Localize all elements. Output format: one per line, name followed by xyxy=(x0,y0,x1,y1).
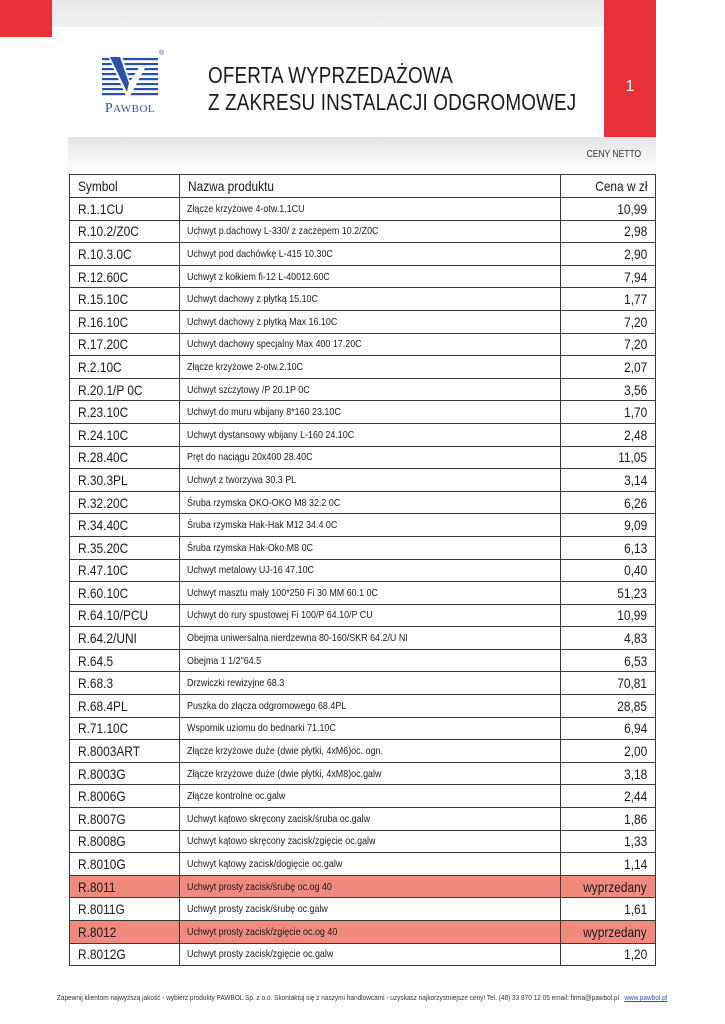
footer-website-link[interactable]: www.pawbol.pl xyxy=(624,993,668,1002)
document-title xyxy=(208,62,576,116)
table-row xyxy=(70,310,656,333)
product-name: Uchwyt p.dachowy L-330/ z zaczepem 10.2/Z0C xyxy=(180,220,561,243)
table-row xyxy=(70,649,656,672)
product-price: wyprzedany xyxy=(560,921,655,944)
product-name: Uchwyt dystansowy wbijany L-160 24.10C xyxy=(180,423,561,446)
product-name: Uchwyt z tworzywa 30.3 PL xyxy=(180,469,561,492)
table-row xyxy=(70,446,656,469)
product-symbol: R.30.3PL xyxy=(70,469,180,492)
product-symbol: R.24.10C xyxy=(70,423,180,446)
product-name: Wspornik uziomu do bednarki 71.10C xyxy=(180,717,561,740)
product-price: 1,77 xyxy=(560,288,655,311)
table-row xyxy=(70,333,656,356)
product-name: Śruba rzymska Hak-Hak M12 34.4 0C xyxy=(180,514,561,537)
table-row xyxy=(70,423,656,446)
product-name: Złącze krzyżowe 4-otw.1.1CU xyxy=(180,198,561,221)
table-row xyxy=(70,717,656,740)
product-name: Złącze krzyżowe 2-otw.2.10C xyxy=(180,356,561,379)
page-number: 1 xyxy=(625,78,635,95)
product-price: 7,20 xyxy=(560,333,655,356)
product-price: 0,40 xyxy=(560,559,655,582)
product-symbol: R.8011G xyxy=(70,898,180,921)
product-price: 70,81 xyxy=(560,672,655,695)
corner-accent xyxy=(0,0,52,37)
table-row xyxy=(70,921,656,944)
brand-name: PAWBOL xyxy=(104,101,156,116)
col-header-symbol: Symbol xyxy=(70,175,180,198)
product-symbol: R.8008G xyxy=(70,830,180,853)
registered-mark: ® xyxy=(159,50,165,57)
product-symbol: R.15.10C xyxy=(70,288,180,311)
product-symbol: R.47.10C xyxy=(70,559,180,582)
product-symbol: R.32.20C xyxy=(70,491,180,514)
product-price: 2,44 xyxy=(560,785,655,808)
product-symbol: R.68.4PL xyxy=(70,695,180,718)
product-name: Obejma uniwersalna nierdzewna 80-160/SKR 64.2/U NI xyxy=(180,627,561,650)
product-symbol: R.28.40C xyxy=(70,446,180,469)
product-name: Puszka do złącza odgromowego 68.4PL xyxy=(180,695,561,718)
product-symbol: R.1.1CU xyxy=(70,198,180,221)
table-row xyxy=(70,853,656,876)
table-header-row xyxy=(70,175,656,198)
product-symbol: R.64.5 xyxy=(70,649,180,672)
product-price: 2,07 xyxy=(560,356,655,379)
product-symbol: R.64.10/PCU xyxy=(70,604,180,627)
table-row xyxy=(70,469,656,492)
table-row xyxy=(70,875,656,898)
product-symbol: R.8007G xyxy=(70,808,180,831)
col-header-price: Cena w zł xyxy=(560,175,655,198)
product-name: Uchwyt prosty zacisk/zgięcie oc.galw xyxy=(180,943,561,966)
table-row xyxy=(70,288,656,311)
page-number-tab xyxy=(604,0,656,141)
table-row xyxy=(70,695,656,718)
col-header-name: Nazwa produktu xyxy=(180,175,561,198)
product-name: Uchwyt prosty zacisk/zgięcie oc.og 40 xyxy=(180,921,561,944)
product-symbol: R.8003ART xyxy=(70,740,180,763)
table-row xyxy=(70,627,656,650)
product-price: 4,83 xyxy=(560,627,655,650)
product-symbol: R.35.20C xyxy=(70,536,180,559)
prices-note: CENY NETTO xyxy=(586,149,641,160)
product-price: 28,85 xyxy=(560,695,655,718)
table-row xyxy=(70,830,656,853)
product-price: 2,90 xyxy=(560,243,655,266)
product-price: 6,94 xyxy=(560,717,655,740)
table-row xyxy=(70,740,656,763)
product-symbol: R.60.10C xyxy=(70,582,180,605)
product-price: 2,98 xyxy=(560,220,655,243)
product-price: 7,94 xyxy=(560,265,655,288)
footer-text: Zapewnij klientom najwyższą jakość - wybierz produkty PAWBOL Sp. z o.o. Skontaktuj się z naszymi handlowcami - uzyskasz najkorzystniejsze ceny! Tel. (48) 33 870 12 05 email: firma@pawbol.pl xyxy=(57,993,620,1002)
product-name: Uchwyt do muru wbijany 8*160 23.10C xyxy=(180,401,561,424)
product-name: Drzwiczki rewizyjne 68.3 xyxy=(180,672,561,695)
product-price: 2,00 xyxy=(560,740,655,763)
product-symbol: R.8003G xyxy=(70,762,180,785)
product-symbol: R.8012G xyxy=(70,943,180,966)
table-row xyxy=(70,356,656,379)
product-name: Uchwyt dachowy specjalny Max 400 17.20C xyxy=(180,333,561,356)
product-name: Uchwyt kątowo skręcony zacisk/zgięcie oc.galw xyxy=(180,830,561,853)
product-name: Uchwyt dachowy z płytką Max 16.10C xyxy=(180,310,561,333)
product-name: Obejma 1 1/2"64.5 xyxy=(180,649,561,672)
product-name: Uchwyt do rury spustowej Fi 100/P 64.10/P CU xyxy=(180,604,561,627)
product-symbol: R.8011 xyxy=(70,875,180,898)
product-price: 1,61 xyxy=(560,898,655,921)
table-row xyxy=(70,378,656,401)
product-price: 9,09 xyxy=(560,514,655,537)
product-name: Uchwyt prosty zacisk/śrubę oc.galw xyxy=(180,898,561,921)
table-row xyxy=(70,243,656,266)
product-name: Uchwyt kątowo skręcony zacisk/śruba oc.galw xyxy=(180,808,561,831)
product-symbol: R.10.2/Z0C xyxy=(70,220,180,243)
product-price: 3,56 xyxy=(560,378,655,401)
table-row xyxy=(70,559,656,582)
product-name: Złącze krzyżowe duże (dwie płytki, 4xM6)oc. ogn. xyxy=(180,740,561,763)
product-price: 11,05 xyxy=(560,446,655,469)
product-price: 3,14 xyxy=(560,469,655,492)
product-symbol: R.34.40C xyxy=(70,514,180,537)
product-symbol: R.17.20C xyxy=(70,333,180,356)
price-table xyxy=(69,174,656,966)
product-price: 51,23 xyxy=(560,582,655,605)
table-row xyxy=(70,265,656,288)
product-price: 1,20 xyxy=(560,943,655,966)
product-name: Uchwyt prosty zacisk/śrubę oc.og 40 xyxy=(180,875,561,898)
table-row xyxy=(70,672,656,695)
table-row xyxy=(70,898,656,921)
product-name: Uchwyt szczytowy /P 20.1P 0C xyxy=(180,378,561,401)
product-name: Złącze kontrolne oc.galw xyxy=(180,785,561,808)
product-name: Śruba rzymska Hak-Oko M8 0C xyxy=(180,536,561,559)
product-name: Pręt do naciągu 20x400 28.40C xyxy=(180,446,561,469)
product-name: Uchwyt pod dachówkę L-415 10.30C xyxy=(180,243,561,266)
product-name: Uchwyt dachowy z płytką 15.10C xyxy=(180,288,561,311)
product-price: 10,99 xyxy=(560,604,655,627)
title-line-1: OFERTA WYPRZEDAŻOWA xyxy=(208,62,453,88)
product-price: 6,26 xyxy=(560,491,655,514)
top-band xyxy=(52,0,604,27)
product-symbol: R.8012 xyxy=(70,921,180,944)
product-price: 10,99 xyxy=(560,198,655,221)
table-row xyxy=(70,943,656,966)
product-symbol: R.2.10C xyxy=(70,356,180,379)
table-row xyxy=(70,514,656,537)
table-row xyxy=(70,401,656,424)
product-price: 6,13 xyxy=(560,536,655,559)
header-band xyxy=(68,137,656,173)
product-name: Uchwyt kątowy zacisk/dogięcie oc.galw xyxy=(180,853,561,876)
product-symbol: R.20.1/P 0C xyxy=(70,378,180,401)
product-price: 1,70 xyxy=(560,401,655,424)
table-row xyxy=(70,808,656,831)
table-row xyxy=(70,604,656,627)
product-symbol: R.12.60C xyxy=(70,265,180,288)
product-name: Uchwyt masztu mały 100*250 Fi 30 MM 60.1 0C xyxy=(180,582,561,605)
table-row xyxy=(70,582,656,605)
footer xyxy=(0,993,725,1002)
product-price: 1,14 xyxy=(560,853,655,876)
table-row xyxy=(70,536,656,559)
product-symbol: R.71.10C xyxy=(70,717,180,740)
table-row xyxy=(70,491,656,514)
product-symbol: R.8006G xyxy=(70,785,180,808)
product-price: 7,20 xyxy=(560,310,655,333)
table-row xyxy=(70,785,656,808)
product-name: Śruba rzymska OKO-OKO M8 32.2 0C xyxy=(180,491,561,514)
product-symbol: R.10.3.0C xyxy=(70,243,180,266)
product-symbol: R.64.2/UNI xyxy=(70,627,180,650)
product-price: 6,53 xyxy=(560,649,655,672)
product-price: 1,86 xyxy=(560,808,655,831)
product-price: wyprzedany xyxy=(560,875,655,898)
table-row xyxy=(70,220,656,243)
product-price: 1,33 xyxy=(560,830,655,853)
title-line-2: Z ZAKRESU INSTALACJI ODGROMOWEJ xyxy=(208,89,577,115)
product-price: 3,18 xyxy=(560,762,655,785)
table-row xyxy=(70,198,656,221)
product-name: Uchwyt metalowy UJ-16 47.10C xyxy=(180,559,561,582)
product-symbol: R.23.10C xyxy=(70,401,180,424)
product-name: Uchwyt z kołkiem fi-12 L-40012.60C xyxy=(180,265,561,288)
product-name: Złącze krzyżowe duże (dwie płytki, 4xM8)oc.galw xyxy=(180,762,561,785)
table-row xyxy=(70,762,656,785)
product-symbol: R.16.10C xyxy=(70,310,180,333)
product-symbol: R.68.3 xyxy=(70,672,180,695)
product-symbol: R.8010G xyxy=(70,853,180,876)
product-price: 2,48 xyxy=(560,423,655,446)
